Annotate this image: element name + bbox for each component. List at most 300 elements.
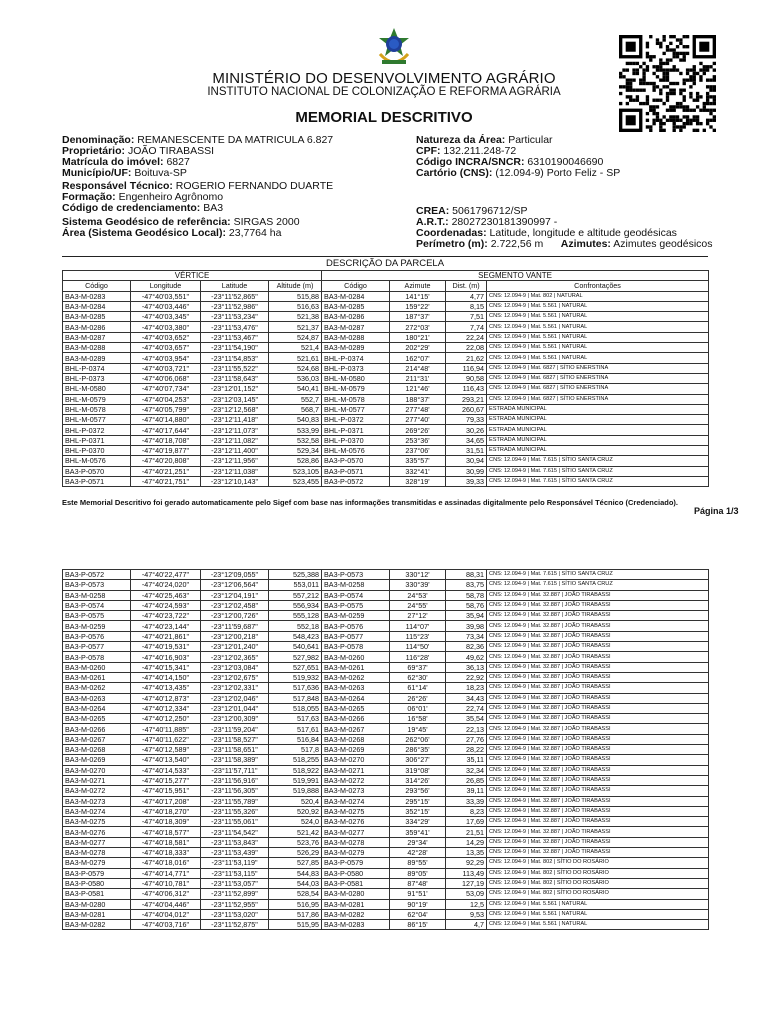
table-cell: -47°40'10,781"	[131, 878, 201, 888]
table-cell: CNS: 12.094-9 | Mat. 7.615 | SÍTIO SANTA CRUZ	[487, 466, 709, 476]
table-cell: -23°12'09,055"	[201, 570, 269, 580]
table-cell: -47°40'12,873"	[131, 693, 201, 703]
table-cell: BA3-M-0270	[63, 765, 131, 775]
table-cell: BA3-M-0260	[322, 652, 390, 662]
table-cell: -23°12'00,726"	[201, 611, 269, 621]
table-cell: -47°40'04,446"	[131, 899, 201, 909]
table-cell: CNS: 12.094-9 | Mat. 32.887 | JOÃO TIRABASSI	[487, 796, 709, 806]
table-cell: 516,84	[269, 734, 322, 744]
table-cell: -47°40'18,309"	[131, 817, 201, 827]
table-row	[63, 415, 709, 425]
table-cell: -23°11'53,476"	[201, 322, 269, 332]
table-cell: 211°31'	[390, 373, 446, 383]
table-cell: -47°40'17,644"	[131, 425, 201, 435]
table-cell: CNS: 12.094-9 | Mat. 6827 | SÍTIO ENERSTINA	[487, 363, 709, 373]
table-row	[63, 600, 709, 610]
table-cell: -47°40'03,657"	[131, 343, 201, 353]
table-cell: 42°28'	[390, 848, 446, 858]
table-cell: BA3-P-0576	[63, 631, 131, 641]
table-cell: CNS: 12.094-9 | Mat. 32.887 | JOÃO TIRABASSI	[487, 806, 709, 816]
table-cell: -23°11'52,955"	[201, 899, 269, 909]
table-cell: BA3-M-0281	[63, 909, 131, 919]
table-cell: 328°19'	[390, 476, 446, 486]
table-cell: CNS: 12.094-9 | Mat. 32.887 | JOÃO TIRABASSI	[487, 837, 709, 847]
table-cell: -23°11'58,389"	[201, 755, 269, 765]
table-cell: 524,68	[269, 363, 322, 373]
table-cell: -47°40'17,208"	[131, 796, 201, 806]
table-cell: -23°12'04,191"	[201, 590, 269, 600]
table-cell: 553,011	[269, 580, 322, 590]
table-row	[63, 703, 709, 713]
table-cell: 89°55'	[390, 858, 446, 868]
table-cell: CNS: 12.094-9 | Mat. 5.561 | NATURAL	[487, 899, 709, 909]
table-cell: BA3-M-0274	[322, 796, 390, 806]
table-cell: -47°40'03,954"	[131, 353, 201, 363]
property-info-right	[416, 135, 620, 179]
table-cell: 519,888	[269, 786, 322, 796]
table-cell: BA3-M-0263	[322, 683, 390, 693]
table-cell: -23°11'53,020"	[201, 909, 269, 919]
table-cell: BA3-M-0265	[63, 714, 131, 724]
table-cell: BA3-M-0287	[63, 332, 131, 342]
geodetic-info	[62, 217, 300, 239]
table-cell: 556,934	[269, 600, 322, 610]
table-cell: -47°40'23,144"	[131, 621, 201, 631]
table-cell: BA3-M-0271	[63, 775, 131, 785]
institute-title: INSTITUTO NACIONAL DE COLONIZAÇÃO E REFORMA AGRÁRIA	[207, 86, 561, 98]
table-cell: 36,13	[446, 662, 487, 672]
table-cell: -23°12'11,038"	[201, 466, 269, 476]
table-cell: CNS: 12.094-9 | Mat. 32.887 | JOÃO TIRABASSI	[487, 672, 709, 682]
table-cell: 87°48'	[390, 878, 446, 888]
table-row	[63, 384, 709, 394]
table-cell: 34,65	[446, 435, 487, 445]
table-cell: CNS: 12.094-9 | Mat. 5.561 | NATURAL	[487, 312, 709, 322]
table-cell: BHL-M-0580	[322, 373, 390, 383]
table-cell: -23°12'11,418"	[201, 415, 269, 425]
table-row	[63, 796, 709, 806]
table-cell: 90,58	[446, 373, 487, 383]
table-cell: 27°12'	[390, 611, 446, 621]
table-cell: CNS: 12.094-9 | Mat. 6827 | SÍTIO ENERSTINA	[487, 394, 709, 404]
table-cell: 521,61	[269, 353, 322, 363]
table-cell: 521,42	[269, 827, 322, 837]
table-cell: 115°23'	[390, 631, 446, 641]
table-cell: -47°40'21,251"	[131, 466, 201, 476]
table-cell: 334°29'	[390, 817, 446, 827]
table-cell: 529,34	[269, 446, 322, 456]
table-cell: BA3-M-0269	[63, 755, 131, 765]
table-cell: -23°12'11,956"	[201, 456, 269, 466]
table-cell: BHL-P-0371	[322, 425, 390, 435]
table-cell: 88,31	[446, 570, 487, 580]
table-row	[63, 621, 709, 631]
table-cell: BA3-P-0573	[63, 580, 131, 590]
table-cell: CNS: 12.094-9 | Mat. 6827 | SÍTIO ENERSTINA	[487, 384, 709, 394]
table-cell: 517,848	[269, 693, 322, 703]
table-cell: 12,5	[446, 899, 487, 909]
table-cell: -47°40'15,277"	[131, 775, 201, 785]
table-cell: 555,128	[269, 611, 322, 621]
table-cell: 533,99	[269, 425, 322, 435]
table-row	[63, 476, 709, 486]
table-cell: -23°12'00,309"	[201, 714, 269, 724]
table-cell: CNS: 12.094-9 | Mat. 32.887 | JOÃO TIRABASSI	[487, 755, 709, 765]
table-cell: 35,54	[446, 714, 487, 724]
table-cell: 28,22	[446, 745, 487, 755]
table-cell: 568,7	[269, 404, 322, 414]
table-cell: -47°40'18,016"	[131, 858, 201, 868]
table-cell: CNS: 12.094-9 | Mat. 32.887 | JOÃO TIRABASSI	[487, 662, 709, 672]
table-cell: BA3-M-0285	[322, 301, 390, 311]
table-cell: 518,055	[269, 703, 322, 713]
table-cell: 359°41'	[390, 827, 446, 837]
table-cell: -23°11'55,061"	[201, 817, 269, 827]
table-cell: BA3-M-0286	[63, 322, 131, 332]
table-cell: 159°22'	[390, 301, 446, 311]
matricula-row: Matrícula do imóvel: 6827	[62, 156, 190, 168]
table-cell: 521,4	[269, 343, 322, 353]
table-cell: ESTRADA MUNICIPAL	[487, 446, 709, 456]
table-cell: -23°11'58,643"	[201, 373, 269, 383]
table-cell: 79,33	[446, 415, 487, 425]
table-cell: 116,43	[446, 384, 487, 394]
table-cell: 33,39	[446, 796, 487, 806]
table-cell: 22,92	[446, 672, 487, 682]
table-cell: CNS: 12.094-9 | Mat. 32.887 | JOÃO TIRABASSI	[487, 745, 709, 755]
table-cell: BA3-P-0580	[63, 878, 131, 888]
table-cell: 7,74	[446, 322, 487, 332]
table-cell: BHL-P-0373	[322, 363, 390, 373]
table-cell: BA3-M-0261	[322, 662, 390, 672]
table-cell: -47°40'12,334"	[131, 703, 201, 713]
table-row	[63, 312, 709, 322]
table-cell: 260,67	[446, 404, 487, 414]
table-cell: -23°12'02,365"	[201, 652, 269, 662]
table-cell: -47°40'25,463"	[131, 590, 201, 600]
table-cell: 114°50'	[390, 642, 446, 652]
table-cell: -47°40'19,531"	[131, 642, 201, 652]
table-cell: BA3-M-0282	[63, 920, 131, 930]
table-cell: BA3-M-0277	[322, 827, 390, 837]
table-row	[63, 301, 709, 311]
table-cell: BA3-P-0579	[322, 858, 390, 868]
table-cell: 22,24	[446, 332, 487, 342]
table-row	[63, 353, 709, 363]
table-cell: 22,13	[446, 724, 487, 734]
table-cell: 277°40'	[390, 415, 446, 425]
table-cell: 523,455	[269, 476, 322, 486]
table-cell: -47°40'03,551"	[131, 291, 201, 301]
table-row	[63, 580, 709, 590]
sistema-row: Sistema Geodésico de referência: SIRGAS 2000	[62, 216, 300, 228]
table-cell: BA3-M-0289	[63, 353, 131, 363]
table-cell: -23°11'55,326"	[201, 806, 269, 816]
table-cell: 73,34	[446, 631, 487, 641]
group-vertice: VÉRTICE	[63, 271, 322, 281]
table-cell: BHL-P-0374	[63, 363, 131, 373]
table-cell: -23°11'52,865"	[201, 291, 269, 301]
table-cell: 332°41'	[390, 466, 446, 476]
incra-row: Código INCRA/SNCR: 6310190046690	[416, 156, 604, 168]
table-row	[63, 394, 709, 404]
table-row	[63, 363, 709, 373]
table-cell: -47°40'05,799"	[131, 404, 201, 414]
table-cell: -23°11'52,875"	[201, 920, 269, 930]
table-cell: BA3-P-0580	[322, 868, 390, 878]
table-cell: -47°40'07,734"	[131, 384, 201, 394]
table-cell: BA3-M-0288	[63, 343, 131, 353]
table-cell: CNS: 12.094-9 | Mat. 802 | SÍTIO DO ROSÁRIO	[487, 878, 709, 888]
responsavel-row: Responsável Técnico: ROGERIO FERNANDO DUARTE	[62, 180, 334, 192]
table-cell: BA3-M-0259	[63, 621, 131, 631]
table-cell: BHL-P-0371	[63, 435, 131, 445]
table-row	[63, 827, 709, 837]
table-cell: -23°11'52,986"	[201, 301, 269, 311]
table-cell: 528,54	[269, 889, 322, 899]
technician-info	[62, 181, 333, 214]
table-cell: -47°40'03,721"	[131, 363, 201, 373]
table-row	[63, 683, 709, 693]
table-cell: -47°40'03,446"	[131, 301, 201, 311]
table-cell: 528,86	[269, 456, 322, 466]
table-row	[63, 322, 709, 332]
table-cell: 83,75	[446, 580, 487, 590]
table-cell: 521,37	[269, 322, 322, 332]
table-cell: -23°11'53,467"	[201, 332, 269, 342]
table-cell: BA3-P-0572	[322, 476, 390, 486]
table-cell: -23°12'02,046"	[201, 693, 269, 703]
table-cell: ESTRADA MUNICIPAL	[487, 415, 709, 425]
table-row	[63, 878, 709, 888]
table-cell: BA3-M-0286	[322, 312, 390, 322]
table-row	[63, 786, 709, 796]
table-cell: -47°40'14,150"	[131, 672, 201, 682]
table-row	[63, 466, 709, 476]
table-cell: -47°40'04,253"	[131, 394, 201, 404]
table-cell: -23°12'01,044"	[201, 703, 269, 713]
table-cell: -23°12'11,073"	[201, 425, 269, 435]
table-cell: 29°34'	[390, 837, 446, 847]
table-cell: BA3-P-0578	[322, 642, 390, 652]
table-column-header	[63, 281, 709, 291]
table-cell: 527,651	[269, 662, 322, 672]
table-cell: BHL-P-0370	[63, 446, 131, 456]
table-cell: -23°12'12,568"	[201, 404, 269, 414]
table-cell: 527,85	[269, 858, 322, 868]
table-cell: BA3-M-0273	[322, 786, 390, 796]
table-row	[63, 570, 709, 580]
table-cell: 517,86	[269, 909, 322, 919]
table-cell: -47°40'12,250"	[131, 714, 201, 724]
table-cell: 39,33	[446, 476, 487, 486]
table-cell: 519,991	[269, 775, 322, 785]
table-cell: -47°40'14,880"	[131, 415, 201, 425]
table-cell: CNS: 12.094-9 | Mat. 32.887 | JOÃO TIRABASSI	[487, 590, 709, 600]
table-cell: 06°01'	[390, 703, 446, 713]
col-confrontacoes: Confrontações	[487, 281, 709, 291]
table-row	[63, 920, 709, 930]
table-cell: 180°21'	[390, 332, 446, 342]
table-cell: -23°11'52,899"	[201, 889, 269, 899]
table-cell: 21,51	[446, 827, 487, 837]
table-cell: BA3-M-0280	[63, 899, 131, 909]
table-cell: 32,34	[446, 765, 487, 775]
table-cell: BA3-M-0269	[322, 745, 390, 755]
table-cell: 187°37'	[390, 312, 446, 322]
table-row	[63, 765, 709, 775]
table-cell: -23°12'00,218"	[201, 631, 269, 641]
table-cell: 30,26	[446, 425, 487, 435]
table-cell: 532,58	[269, 435, 322, 445]
table-cell: BHL-M-0577	[63, 415, 131, 425]
table-row	[63, 631, 709, 641]
table-cell: 520,4	[269, 796, 322, 806]
table-cell: CNS: 12.094-9 | Mat. 32.887 | JOÃO TIRABASSI	[487, 621, 709, 631]
table-cell: BA3-M-0263	[63, 693, 131, 703]
crea-row: CREA: 5061796712/SP	[416, 205, 528, 217]
table-cell: -47°40'24,020"	[131, 580, 201, 590]
table-cell: BHL-P-0370	[322, 435, 390, 445]
table-cell: BA3-M-0266	[63, 724, 131, 734]
table-cell: BA3-M-0262	[322, 672, 390, 682]
parcel-table-page2	[62, 569, 709, 930]
table-cell: -23°11'53,234"	[201, 312, 269, 322]
table-cell: 544,03	[269, 878, 322, 888]
table-row	[63, 590, 709, 600]
table-cell: 53,09	[446, 889, 487, 899]
group-segmento: SEGMENTO VANTE	[322, 271, 709, 281]
table-cell: CNS: 12.094-9 | Mat. 32.887 | JOÃO TIRABASSI	[487, 642, 709, 652]
table-cell: BA3-M-0268	[322, 734, 390, 744]
table-cell: 9,53	[446, 909, 487, 919]
table-cell: -23°12'11,400"	[201, 446, 269, 456]
table-cell: -23°12'02,458"	[201, 600, 269, 610]
table-cell: BA3-M-0272	[322, 775, 390, 785]
table-cell: 91°51'	[390, 889, 446, 899]
table-cell: BA3-M-0280	[322, 889, 390, 899]
table-cell: BA3-M-0267	[322, 724, 390, 734]
table-cell: CNS: 12.094-9 | Mat. 5.561 | NATURAL	[487, 301, 709, 311]
table-cell: 22,74	[446, 703, 487, 713]
table-cell: -47°40'23,722"	[131, 611, 201, 621]
table-cell: BHL-M-0580	[63, 384, 131, 394]
table-cell: BA3-M-0265	[322, 703, 390, 713]
table-cell: 525,388	[269, 570, 322, 580]
table-cell: BA3-P-0577	[63, 642, 131, 652]
table-cell: 35,94	[446, 611, 487, 621]
table-cell: BA3-M-0260	[63, 662, 131, 672]
table-cell: 214°48'	[390, 363, 446, 373]
table-cell: -47°40'18,333"	[131, 848, 201, 858]
section-title: DESCRIÇÃO DA PARCELA	[62, 256, 708, 270]
table-cell: BA3-M-0281	[322, 899, 390, 909]
col-codigo-vante: Código	[322, 281, 390, 291]
table-cell: 62°04'	[390, 909, 446, 919]
table-cell: 86°15'	[390, 920, 446, 930]
table-cell: BA3-P-0571	[63, 476, 131, 486]
table-cell: -23°12'11,082"	[201, 435, 269, 445]
table-cell: 141°15'	[390, 291, 446, 301]
table-cell: -47°40'03,652"	[131, 332, 201, 342]
table-cell: BA3-M-0271	[322, 765, 390, 775]
table-cell: BA3-M-0275	[322, 806, 390, 816]
table-cell: BA3-P-0574	[63, 600, 131, 610]
table-cell: CNS: 12.094-9 | Mat. 32.887 | JOÃO TIRABASSI	[487, 775, 709, 785]
table-cell: -23°11'54,853"	[201, 353, 269, 363]
table-cell: 162°07'	[390, 353, 446, 363]
table-cell: CNS: 12.094-9 | Mat. 5.561 | NATURAL	[487, 909, 709, 919]
table-row	[63, 734, 709, 744]
table-cell: CNS: 12.094-9 | Mat. 32.887 | JOÃO TIRABASSI	[487, 703, 709, 713]
table-cell: BHL-M-0578	[322, 394, 390, 404]
table-cell: 557,212	[269, 590, 322, 600]
table-cell: 262°06'	[390, 734, 446, 744]
table-cell: -23°12'03,145"	[201, 394, 269, 404]
table-cell: 49,62	[446, 652, 487, 662]
page-number: Página 1/3	[694, 506, 739, 516]
table-cell: BA3-M-0289	[322, 343, 390, 353]
table-cell: 521,38	[269, 312, 322, 322]
table-row	[63, 672, 709, 682]
table-cell: -23°11'58,527"	[201, 734, 269, 744]
table-cell: 306°27'	[390, 755, 446, 765]
table-cell: 188°37'	[390, 394, 446, 404]
table-cell: -23°11'55,789"	[201, 796, 269, 806]
table-row	[63, 837, 709, 847]
table-cell: BHL-M-0579	[63, 394, 131, 404]
table-cell: 127,19	[446, 878, 487, 888]
table-cell: BA3-M-0279	[322, 848, 390, 858]
table-cell: BHL-P-0374	[322, 353, 390, 363]
table-cell: 524,0	[269, 817, 322, 827]
table-cell: BA3-M-0278	[63, 848, 131, 858]
credenciamento-row: Código de credenciamento: BA3	[62, 202, 224, 214]
table-cell: 58,76	[446, 600, 487, 610]
table-cell: BA3-M-0285	[63, 312, 131, 322]
municipio-row: Município/UF: Boituva-SP	[62, 167, 187, 179]
document-title: MEMORIAL DESCRITIVO	[295, 109, 473, 126]
table-cell: -47°40'15,341"	[131, 662, 201, 672]
table-cell: -23°11'59,687"	[201, 621, 269, 631]
table-cell: 272°03'	[390, 322, 446, 332]
table-cell: -23°12'10,143"	[201, 476, 269, 486]
table-cell: -47°40'19,877"	[131, 446, 201, 456]
table-cell: BA3-M-0276	[63, 827, 131, 837]
table-cell: BA3-P-0574	[322, 590, 390, 600]
proprietario-row: Proprietário: JOÃO TIRABASSI	[62, 145, 215, 157]
table-cell: -47°40'20,808"	[131, 456, 201, 466]
table-cell: BA3-M-0275	[63, 817, 131, 827]
table-cell: CNS: 12.094-9 | Mat. 32.887 | JOÃO TIRABASSI	[487, 652, 709, 662]
table-cell: -23°12'06,564"	[201, 580, 269, 590]
table-cell: BA3-M-0258	[63, 590, 131, 600]
table-cell: 237°06'	[390, 446, 446, 456]
table-cell: -23°11'55,522"	[201, 363, 269, 373]
table-cell: BA3-M-0277	[63, 837, 131, 847]
table-cell: CNS: 12.094-9 | Mat. 7.615 | SÍTIO SANTA CRUZ	[487, 456, 709, 466]
table-cell: CNS: 12.094-9 | Mat. 32.887 | JOÃO TIRABASSI	[487, 827, 709, 837]
table-cell: BA3-M-0264	[322, 693, 390, 703]
table-cell: BA3-M-0287	[322, 322, 390, 332]
table-cell: CNS: 12.094-9 | Mat. 5.561 | NATURAL	[487, 332, 709, 342]
table-cell: 31,51	[446, 446, 487, 456]
table-cell: 30,94	[446, 456, 487, 466]
table-cell: 19°45'	[390, 724, 446, 734]
table-cell: CNS: 12.094-9 | Mat. 7.615 | SÍTIO SANTA CRUZ	[487, 570, 709, 580]
table-cell: BA3-P-0573	[322, 570, 390, 580]
table-cell: 552,18	[269, 621, 322, 631]
